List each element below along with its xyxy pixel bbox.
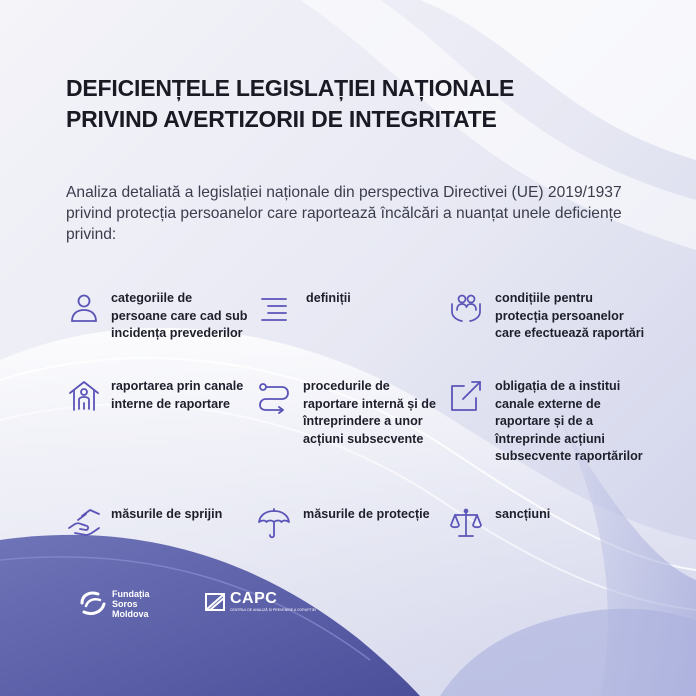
support-hand-icon bbox=[66, 506, 102, 542]
item-label: condițiile pentru protecția persoanelor care efectuează raportări bbox=[495, 291, 645, 340]
procedure-path-icon bbox=[256, 378, 292, 414]
capc-logo bbox=[204, 590, 317, 620]
list-item bbox=[256, 378, 446, 468]
page-title bbox=[66, 73, 626, 135]
external-arrow-icon bbox=[448, 378, 484, 414]
list-item bbox=[448, 378, 648, 488]
list-item bbox=[256, 506, 446, 546]
item-label: măsurile de protecție bbox=[303, 507, 430, 521]
list-item bbox=[66, 290, 256, 360]
capc-name: CAPC bbox=[230, 590, 278, 607]
list-item bbox=[66, 506, 256, 546]
item-label: obligația de a institui canale externe de raportare și de a întreprinde acțiuni subsecvente raportărilor bbox=[495, 379, 643, 463]
soros-line-2: Soros bbox=[112, 599, 138, 609]
scales-icon bbox=[448, 506, 484, 542]
list-item bbox=[448, 506, 648, 546]
capc-mark-icon bbox=[204, 592, 226, 612]
item-label: măsurile de sprijin bbox=[111, 507, 223, 521]
house-person-icon bbox=[66, 378, 102, 414]
title-line-2: PRIVIND AVERTIZORII DE INTEGRITATE bbox=[66, 106, 497, 132]
intro-text: Analiza detaliată a legislației naționale din perspectiva Directivei (UE) 2019/1937 privind protecția persoanelor care raportează încălcări a nuanțat unele deficiențe privind: bbox=[66, 184, 622, 243]
partner-logos bbox=[78, 586, 318, 626]
list-item bbox=[66, 378, 256, 438]
soros-logo bbox=[78, 586, 188, 622]
umbrella-icon bbox=[256, 506, 292, 542]
item-label: sancțiuni bbox=[495, 507, 551, 521]
list-item bbox=[256, 290, 436, 330]
item-label: raportarea prin canale interne de raportare bbox=[111, 379, 244, 411]
soros-mark-icon bbox=[78, 588, 108, 618]
soros-line-1: Fundația bbox=[112, 589, 150, 599]
item-label: categoriile de persoane care cad sub incidența prevederilor bbox=[111, 291, 248, 340]
list-lines-icon bbox=[256, 290, 292, 326]
item-label: definiții bbox=[306, 291, 351, 305]
person-icon bbox=[66, 290, 102, 326]
soros-line-3: Moldova bbox=[112, 609, 149, 619]
capc-subtitle: CENTRUL DE ANALIZĂ ȘI PREVENIRE A CORUPȚIEI bbox=[230, 608, 317, 612]
item-label: procedurile de raportare internă și de întreprindere a unor acțiuni subsecvente bbox=[303, 379, 436, 446]
list-item bbox=[448, 290, 648, 360]
protected-people-icon bbox=[448, 290, 484, 326]
title-line-1: DEFICIENȚELE LEGISLAȚIEI NAȚIONALE bbox=[66, 75, 515, 101]
soros-name bbox=[112, 589, 150, 619]
